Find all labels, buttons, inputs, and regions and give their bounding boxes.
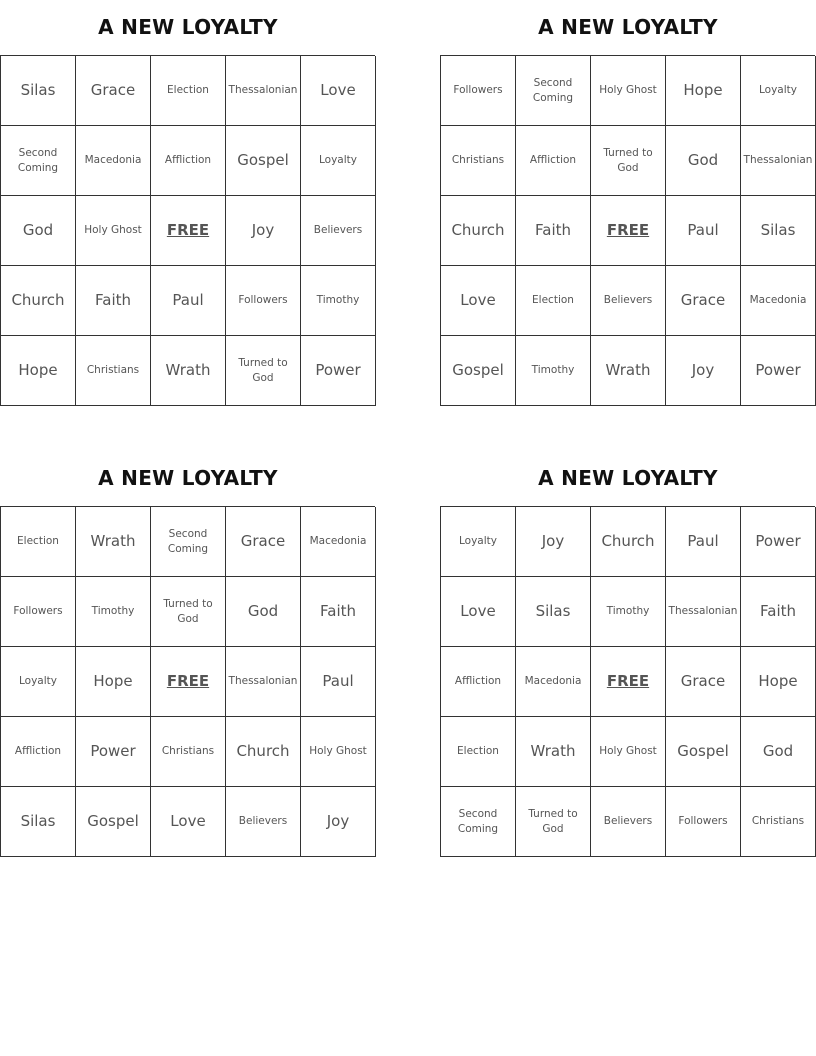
- bingo-cell: Church: [1, 266, 76, 336]
- bingo-cell: God: [226, 577, 301, 647]
- bingo-cell: Love: [301, 56, 376, 126]
- card-title: A NEW LOYALTY: [98, 466, 278, 490]
- bingo-cell: Loyalty: [741, 56, 816, 126]
- bingo-cell: Wrath: [516, 717, 591, 787]
- bingo-cell: Timothy: [516, 336, 591, 406]
- bingo-cell: Grace: [76, 56, 151, 126]
- bingo-cell: Joy: [226, 196, 301, 266]
- card-title: A NEW LOYALTY: [538, 466, 718, 490]
- bingo-cell: Followers: [441, 56, 516, 126]
- bingo-cell: Silas: [1, 56, 76, 126]
- bingo-cell: Gospel: [226, 126, 301, 196]
- bingo-cell: Believers: [226, 787, 301, 857]
- free-space-cell: FREE: [591, 196, 666, 266]
- bingo-cell: Hope: [666, 56, 741, 126]
- bingo-cell: Love: [441, 577, 516, 647]
- bingo-cell: Silas: [1, 787, 76, 857]
- bingo-cell: Silas: [516, 577, 591, 647]
- card-title: A NEW LOYALTY: [98, 15, 278, 39]
- bingo-cell: Grace: [666, 266, 741, 336]
- bingo-cell: Turned to God: [591, 126, 666, 196]
- bingo-cell: Followers: [666, 787, 741, 857]
- bingo-cell: Macedonia: [76, 126, 151, 196]
- bingo-cell: Faith: [76, 266, 151, 336]
- bingo-cell: Christians: [151, 717, 226, 787]
- bingo-cell: Holy Ghost: [591, 56, 666, 126]
- bingo-cell: Affliction: [516, 126, 591, 196]
- bingo-cell: Gospel: [441, 336, 516, 406]
- bingo-cell: Loyalty: [1, 647, 76, 717]
- bingo-cell: Second Coming: [151, 507, 226, 577]
- bingo-cell: Holy Ghost: [591, 717, 666, 787]
- bingo-cell: Thessalonian: [666, 577, 741, 647]
- bingo-cell: Power: [741, 507, 816, 577]
- bingo-cell: Followers: [226, 266, 301, 336]
- bingo-cell: Timothy: [591, 577, 666, 647]
- bingo-cell: Power: [741, 336, 816, 406]
- bingo-cell: Holy Ghost: [76, 196, 151, 266]
- bingo-cell: Affliction: [441, 647, 516, 717]
- bingo-cell: Believers: [591, 787, 666, 857]
- bingo-cell: Election: [1, 507, 76, 577]
- bingo-cell: Joy: [666, 336, 741, 406]
- bingo-cell: Turned to God: [516, 787, 591, 857]
- bingo-cell: Timothy: [301, 266, 376, 336]
- bingo-cell: Love: [151, 787, 226, 857]
- bingo-cell: God: [666, 126, 741, 196]
- bingo-cell: Faith: [301, 577, 376, 647]
- bingo-cell: Gospel: [666, 717, 741, 787]
- bingo-cell: Believers: [301, 196, 376, 266]
- bingo-cell: Holy Ghost: [301, 717, 376, 787]
- free-space-cell: FREE: [151, 196, 226, 266]
- bingo-grid: [440, 55, 815, 406]
- bingo-cell: Loyalty: [441, 507, 516, 577]
- bingo-cell: Second Coming: [1, 126, 76, 196]
- bingo-cell: Turned to God: [151, 577, 226, 647]
- bingo-cell: Joy: [516, 507, 591, 577]
- bingo-cell: Second Coming: [441, 787, 516, 857]
- bingo-cell: Affliction: [151, 126, 226, 196]
- bingo-cell: Paul: [151, 266, 226, 336]
- bingo-cell: Second Coming: [516, 56, 591, 126]
- free-space-cell: FREE: [591, 647, 666, 717]
- card-title: A NEW LOYALTY: [538, 15, 718, 39]
- bingo-cell: Grace: [666, 647, 741, 717]
- bingo-cell: Church: [441, 196, 516, 266]
- bingo-cell: Faith: [741, 577, 816, 647]
- bingo-cell: Election: [441, 717, 516, 787]
- bingo-cell: Followers: [1, 577, 76, 647]
- bingo-cell: Turned to God: [226, 336, 301, 406]
- bingo-grid: [0, 55, 375, 406]
- bingo-cell: Christians: [76, 336, 151, 406]
- bingo-cell: Paul: [666, 196, 741, 266]
- free-space-cell: FREE: [151, 647, 226, 717]
- bingo-cell: Election: [151, 56, 226, 126]
- bingo-cell: Thessalonian: [741, 126, 816, 196]
- bingo-cell: Joy: [301, 787, 376, 857]
- bingo-cell: Power: [76, 717, 151, 787]
- bingo-cell: Hope: [741, 647, 816, 717]
- bingo-cell: Faith: [516, 196, 591, 266]
- bingo-cell: Silas: [741, 196, 816, 266]
- bingo-cell: Macedonia: [516, 647, 591, 717]
- bingo-cell: Wrath: [76, 507, 151, 577]
- bingo-cell: Love: [441, 266, 516, 336]
- bingo-cell: Church: [591, 507, 666, 577]
- bingo-cell: Affliction: [1, 717, 76, 787]
- bingo-cell: Macedonia: [741, 266, 816, 336]
- bingo-cell: Paul: [301, 647, 376, 717]
- bingo-cell: Election: [516, 266, 591, 336]
- bingo-cell: Wrath: [151, 336, 226, 406]
- bingo-cell: Grace: [226, 507, 301, 577]
- bingo-cell: Wrath: [591, 336, 666, 406]
- bingo-cell: Hope: [1, 336, 76, 406]
- bingo-cell: Thessalonian: [226, 56, 301, 126]
- bingo-cell: Church: [226, 717, 301, 787]
- bingo-cell: Loyalty: [301, 126, 376, 196]
- bingo-cell: God: [1, 196, 76, 266]
- bingo-grid: [440, 506, 815, 857]
- bingo-cell: Gospel: [76, 787, 151, 857]
- bingo-cell: Hope: [76, 647, 151, 717]
- bingo-cell: Believers: [591, 266, 666, 336]
- bingo-cell: Christians: [741, 787, 816, 857]
- bingo-cell: Christians: [441, 126, 516, 196]
- bingo-cell: Paul: [666, 507, 741, 577]
- bingo-cell: Timothy: [76, 577, 151, 647]
- bingo-cell: Macedonia: [301, 507, 376, 577]
- bingo-cell: Thessalonian: [226, 647, 301, 717]
- bingo-cell: Power: [301, 336, 376, 406]
- bingo-grid: [0, 506, 375, 857]
- bingo-cell: God: [741, 717, 816, 787]
